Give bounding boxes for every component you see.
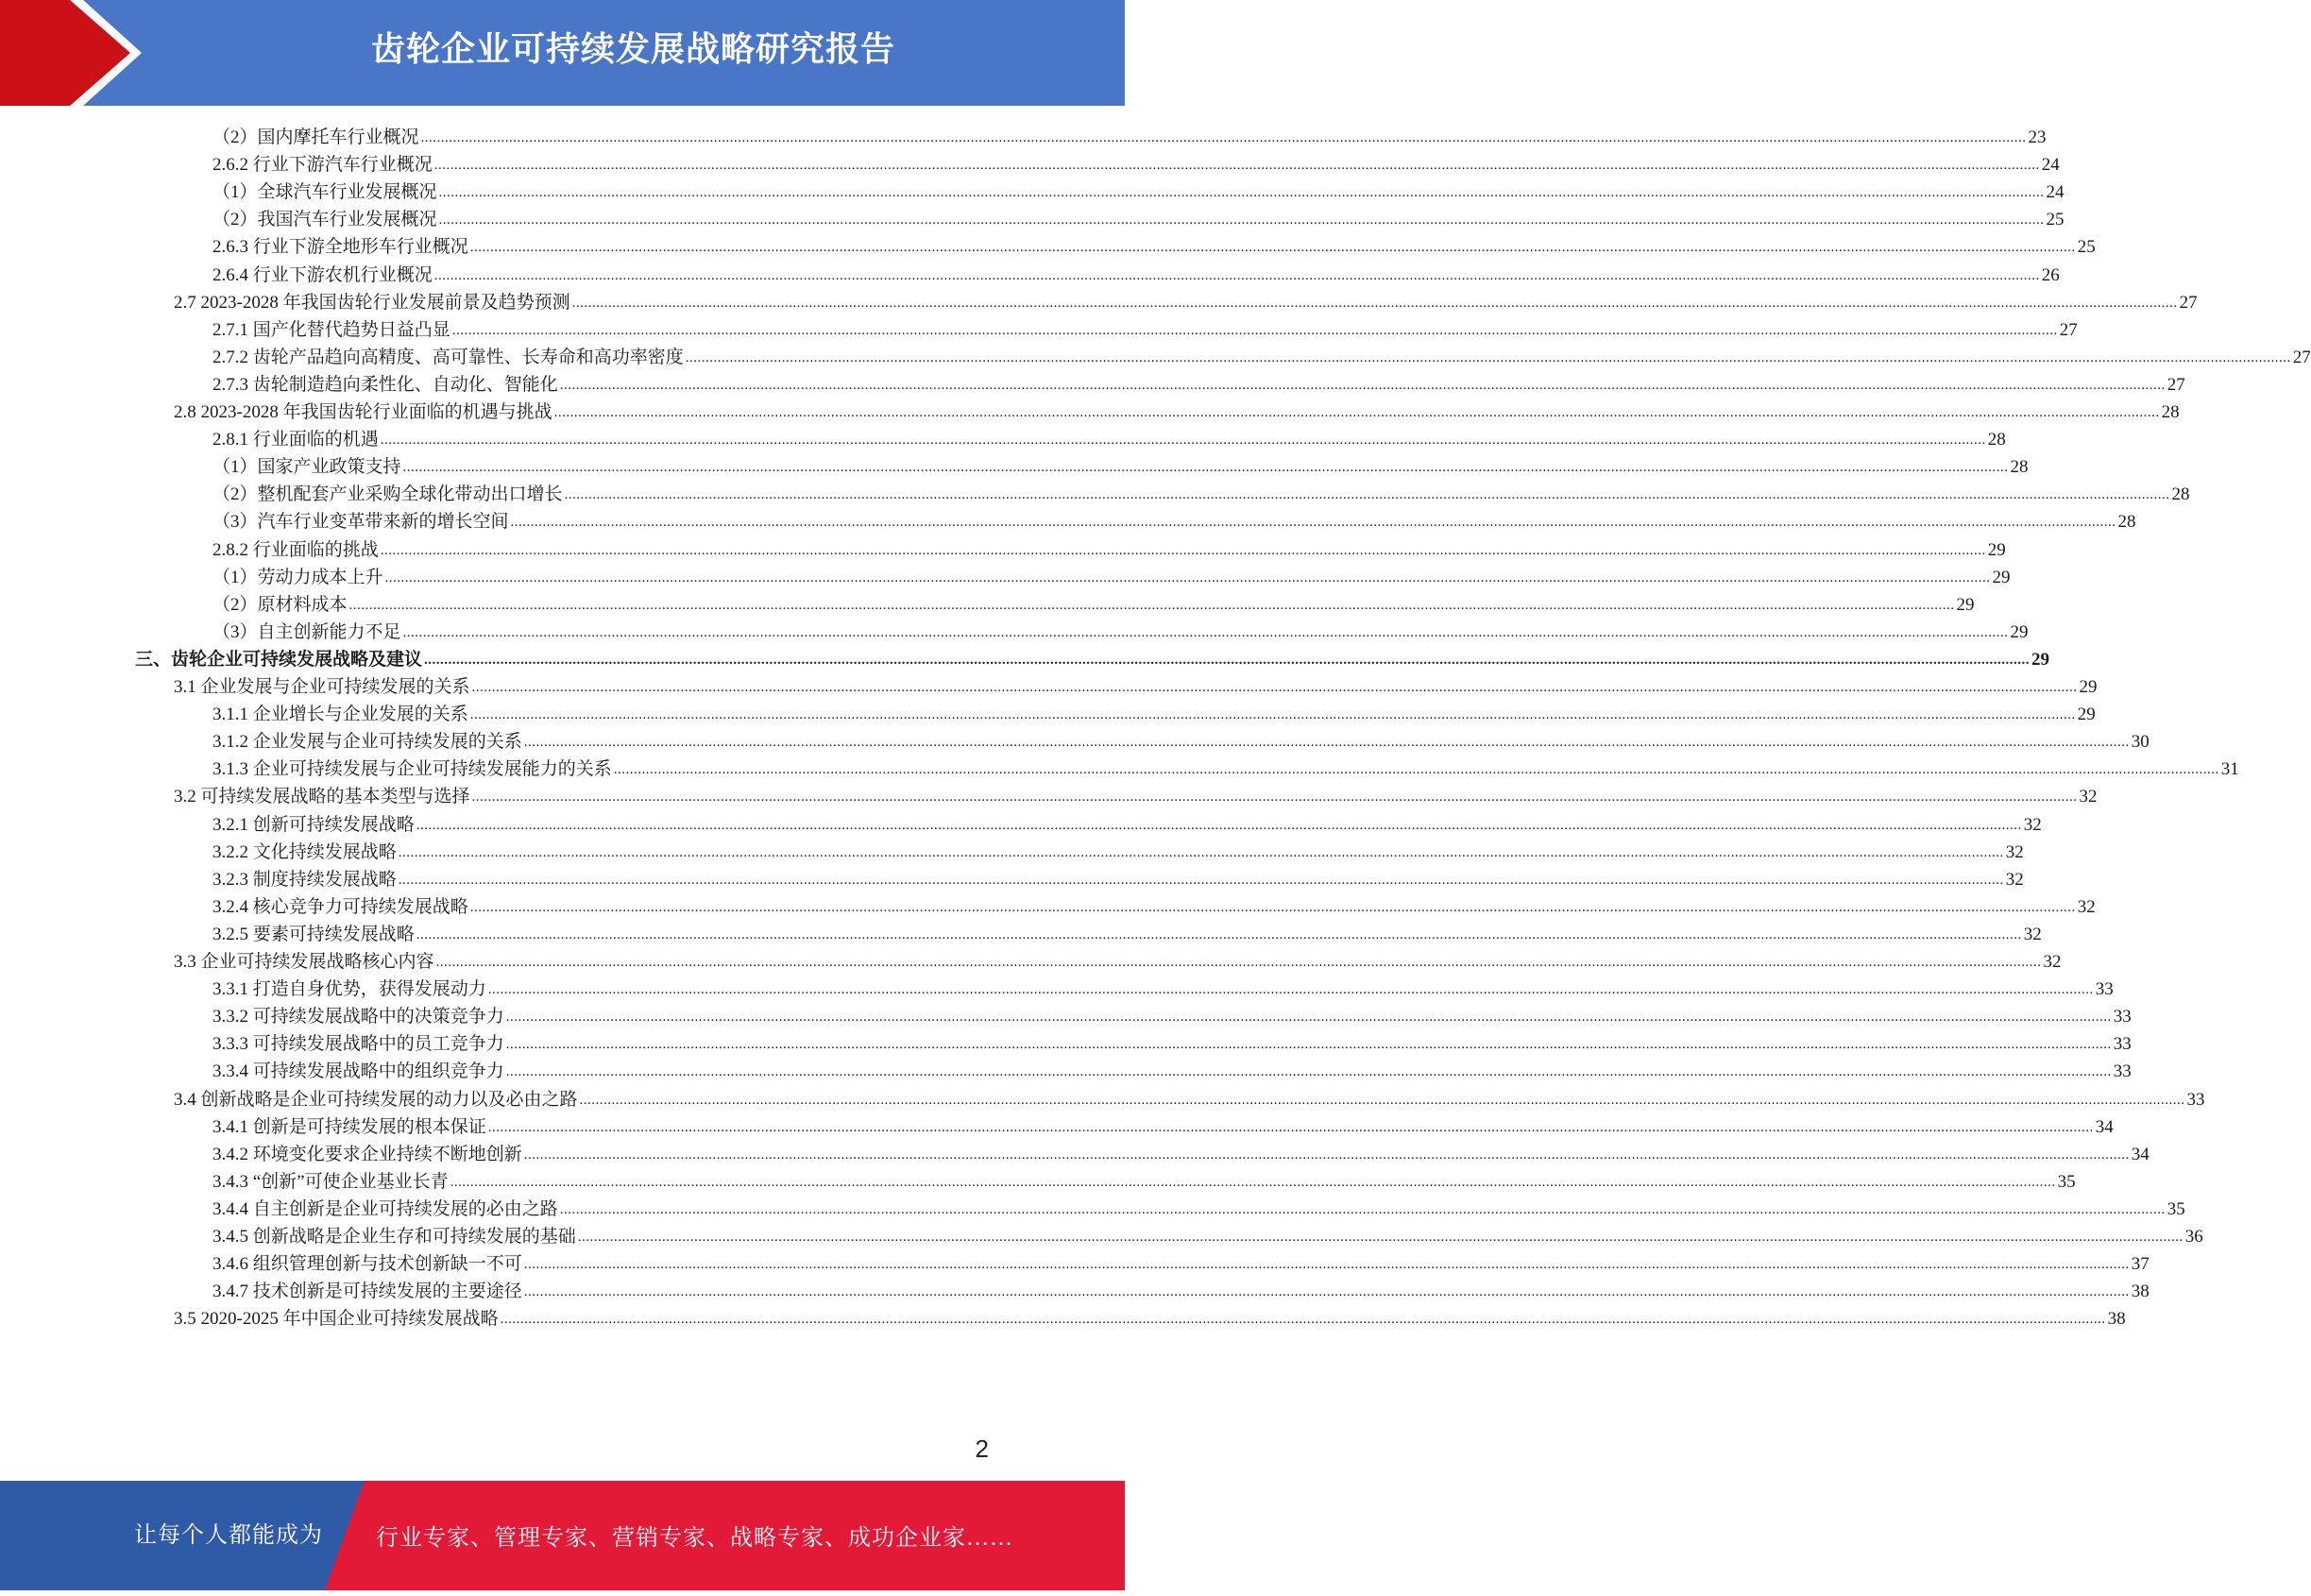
toc-leader-dots: ................................................................................................................................................................................................................................................................................................................................................................................................................ — [523, 735, 2130, 751]
toc-entry-title: 2.6.4 行业下游农机行业概况 — [212, 264, 433, 285]
toc-entry-page: 31 — [2220, 759, 2239, 780]
toc-entry[interactable] — [212, 890, 2096, 919]
toc-entry-page: 28 — [2171, 484, 2190, 505]
toc-entry-page: 32 — [2043, 952, 2062, 972]
toc-entry-title: 2.7.1 国产化替代趋势日益凸显 — [212, 319, 450, 340]
toc-entry-page: 29 — [1956, 594, 1975, 615]
toc-entry-page: 30 — [2131, 732, 2150, 753]
toc-entry[interactable] — [212, 202, 2065, 231]
toc-entry-title: 3.3.2 可持续发展战略中的决策竞争力 — [212, 1007, 504, 1027]
toc-entry-title: 3.4.7 技术创新是可持续发展的主要途径 — [212, 1282, 522, 1302]
toc-entry[interactable] — [212, 587, 1975, 617]
toc-entry-title: （3）汽车行业变革带来新的增长空间 — [212, 512, 509, 533]
toc-entry-title: 3.4.1 创新是可持续发展的根本保证 — [212, 1116, 486, 1137]
toc-leader-dots: ................................................................................................................................................................................................................................................................................................................................................................................................................ — [469, 899, 2076, 915]
toc-entry-title: 2.7.3 齿轮制造趋向柔性化、自动化、智能化 — [212, 374, 558, 395]
toc-leader-dots: ................................................................................................................................................................................................................................................................................................................................................................................................................ — [438, 185, 2045, 201]
toc-entry[interactable] — [212, 175, 2065, 204]
toc-entry-page: 24 — [2046, 182, 2065, 203]
toc-leader-dots: ................................................................................................................................................................................................................................................................................................................................................................................................................ — [505, 1037, 2112, 1053]
toc-entry[interactable] — [174, 779, 2098, 808]
toc-leader-dots: ................................................................................................................................................................................................................................................................................................................................................................................................................ — [416, 926, 2022, 942]
red-chevron-icon — [0, 0, 130, 106]
toc-entry-title: 2.8 2023-2028 年我国齿轮行业面临的机遇与挑战 — [174, 402, 552, 422]
toc-entry-page: 36 — [2184, 1227, 2203, 1247]
toc-entry[interactable] — [174, 1301, 2126, 1331]
toc-entry-page: 29 — [2077, 705, 2096, 725]
toc-leader-dots: ................................................................................................................................................................................................................................................................................................................................................................................................................ — [398, 872, 2004, 888]
toc-entry-page: 37 — [2131, 1254, 2150, 1275]
toc-entry[interactable] — [212, 972, 2114, 1001]
toc-entry-title: （2）原材料成本 — [212, 594, 348, 615]
toc-leader-dots: ................................................................................................................................................................................................................................................................................................................................................................................................................ — [384, 569, 1991, 586]
toc-entry[interactable] — [135, 642, 2050, 671]
toc-entry-title: 3.1.3 企业可持续发展与企业可持续发展能力的关系 — [212, 759, 612, 780]
toc-entry-page: 29 — [2031, 649, 2050, 670]
toc-leader-dots: ................................................................................................................................................................................................................................................................................................................................................................................................................ — [438, 212, 2045, 229]
toc-entry-title: 2.8.2 行业面临的挑战 — [212, 539, 379, 560]
toc-entry[interactable] — [212, 533, 2006, 562]
toc-entry[interactable] — [212, 477, 2190, 506]
toc-entry-page: 29 — [2079, 677, 2098, 697]
toc-entry-title: 3.3.3 可持续发展战略中的员工竞争力 — [212, 1034, 504, 1055]
toc-entry[interactable] — [212, 999, 2132, 1028]
toc-entry-title: 3.4.5 创新战略是企业生存和可持续发展的基础 — [212, 1227, 576, 1247]
toc-entry[interactable] — [212, 340, 2311, 369]
toc-leader-dots: ................................................................................................................................................................................................................................................................................................................................................................................................................ — [553, 405, 2160, 420]
toc-entry-title: 3.4.2 环境变化要求企业持续不断地创新 — [212, 1144, 522, 1164]
toc-entry-title: 3.3.1 打造自身优势，获得发展动力 — [212, 979, 486, 1000]
toc-entry-page: 32 — [2005, 841, 2024, 862]
toc-entry-title: 3.5 2020-2025 年中国企业可持续发展战略 — [174, 1309, 499, 1330]
toc-leader-dots: ................................................................................................................................................................................................................................................................................................................................................................................................................ — [380, 542, 1986, 558]
toc-entry[interactable] — [212, 504, 2136, 534]
toc-entry[interactable] — [212, 367, 2185, 397]
toc-entry-title: （3）自主创新能力不足 — [212, 621, 401, 642]
toc-entry-title: 3.3 企业可持续发展战略核心内容 — [174, 952, 434, 972]
toc-leader-dots: ................................................................................................................................................................................................................................................................................................................................................................................................................ — [579, 1092, 2185, 1108]
footer-slogan-left: 让每个人都能成为 — [134, 1523, 323, 1548]
toc-entry[interactable] — [174, 944, 2062, 974]
toc-entry[interactable] — [212, 862, 2024, 891]
toc-leader-dots: ................................................................................................................................................................................................................................................................................................................................................................................................................ — [487, 982, 2094, 998]
toc-entry-page: 32 — [2023, 924, 2042, 944]
toc-entry[interactable] — [212, 1027, 2132, 1056]
toc-entry-page: 27 — [2179, 292, 2198, 313]
toc-leader-dots: ................................................................................................................................................................................................................................................................................................................................................................................................................ — [450, 1174, 2056, 1190]
toc-entry-page: 25 — [2046, 210, 2065, 230]
toc-entry-page: 28 — [2117, 512, 2136, 533]
toc-entry-page: 34 — [2131, 1144, 2150, 1164]
toc-leader-dots: ................................................................................................................................................................................................................................................................................................................................................................................................................ — [420, 130, 2027, 145]
toc-leader-dots: ................................................................................................................................................................................................................................................................................................................................................................................................................ — [469, 707, 2076, 723]
toc-entry-title: 2.7 2023-2028 年我国齿轮行业发展前景及趋势预测 — [174, 292, 570, 313]
toc-entry[interactable] — [212, 258, 2060, 287]
toc-entry-page: 28 — [2010, 457, 2029, 478]
toc-entry[interactable] — [212, 752, 2239, 781]
footer-banner — [0, 1481, 1125, 1590]
toc-leader-dots: ................................................................................................................................................................................................................................................................................................................................................................................................................ — [523, 1146, 2130, 1163]
toc-entry-page: 32 — [2077, 896, 2096, 917]
toc-entry-title: 3.1 企业发展与企业可持续发展的关系 — [174, 677, 470, 697]
toc-entry[interactable] — [212, 1137, 2150, 1166]
toc-entry-title: 3.2.4 核心竞争力可持续发展战略 — [212, 896, 468, 917]
toc-entry[interactable] — [212, 560, 2011, 589]
toc-entry[interactable] — [212, 697, 2096, 726]
toc-entry[interactable] — [212, 1192, 2185, 1221]
page-number: 2 — [975, 1435, 989, 1463]
toc-entry-title: （2）国内摩托车行业概况 — [212, 127, 419, 147]
toc-entry-title: 3.2.1 创新可持续发展战略 — [212, 814, 415, 835]
toc-leader-dots: ................................................................................................................................................................................................................................................................................................................................................................................................................ — [613, 762, 2219, 778]
toc-leader-dots: ................................................................................................................................................................................................................................................................................................................................................................................................................ — [416, 817, 2022, 833]
toc-leader-dots: ................................................................................................................................................................................................................................................................................................................................................................................................................ — [398, 844, 2004, 860]
toc-leader-dots: ................................................................................................................................................................................................................................................................................................................................................................................................................ — [559, 1201, 2166, 1217]
toc-entry-title: 3.4.6 组织管理创新与技术创新缺一不可 — [212, 1254, 522, 1275]
toc-entry-page: 35 — [2057, 1171, 2076, 1192]
toc-entry-title: 3.1.2 企业发展与企业可持续发展的关系 — [212, 732, 522, 753]
toc-entry[interactable] — [212, 835, 2024, 864]
toc-leader-dots: ................................................................................................................................................................................................................................................................................................................................................................................................................ — [348, 597, 1955, 613]
toc-entry-title: 3.2.3 制度持续发展战略 — [212, 869, 397, 890]
toc-leader-dots: ................................................................................................................................................................................................................................................................................................................................................................................................................ — [471, 790, 2078, 806]
toc-leader-dots: ................................................................................................................................................................................................................................................................................................................................................................................................................ — [510, 515, 2116, 531]
toc-leader-dots: ................................................................................................................................................................................................................................................................................................................................................................................................................ — [424, 652, 2031, 668]
toc-entry-title: 三、齿轮企业可持续发展战略及建议 — [135, 649, 423, 670]
toc-entry-title: 2.8.1 行业面临的机遇 — [212, 430, 379, 450]
footer-slogan-right: 行业专家、管理专家、营销专家、战略专家、成功企业家…… — [376, 1526, 1013, 1551]
toc-entry[interactable] — [174, 395, 2180, 424]
toc-entry-title: 3.2.5 要素可持续发展战略 — [212, 924, 415, 944]
toc-entry-title: 3.2.2 文化持续发展战略 — [212, 841, 397, 862]
toc-entry-page: 38 — [2107, 1309, 2126, 1330]
toc-leader-dots: ................................................................................................................................................................................................................................................................................................................................................................................................................ — [685, 349, 2291, 365]
toc-entry-page: 27 — [2167, 374, 2185, 395]
toc-entry-title: 3.4.3 “创新”可使企业基业长青 — [212, 1171, 449, 1192]
toc-entry-page: 27 — [2059, 319, 2078, 340]
toc-entry-page: 29 — [2010, 621, 2029, 642]
toc-leader-dots: ................................................................................................................................................................................................................................................................................................................................................................................................................ — [505, 1064, 2112, 1080]
toc-entry[interactable] — [212, 724, 2150, 754]
toc-leader-dots: ................................................................................................................................................................................................................................................................................................................................................................................................................ — [471, 680, 2078, 695]
toc-entry[interactable] — [212, 422, 2006, 451]
toc-leader-dots: ................................................................................................................................................................................................................................................................................................................................................................................................................ — [571, 295, 2178, 311]
toc-leader-dots: ................................................................................................................................................................................................................................................................................................................................................................................................................ — [487, 1119, 2094, 1135]
toc-entry-page: 35 — [2167, 1198, 2185, 1219]
toc-entry[interactable] — [174, 670, 2098, 699]
toc-entry-page: 32 — [2079, 787, 2098, 807]
toc-leader-dots: ................................................................................................................................................................................................................................................................................................................................................................................................................ — [433, 158, 2040, 174]
toc-leader-dots: ................................................................................................................................................................................................................................................................................................................................................................................................................ — [380, 433, 1986, 449]
toc-leader-dots: ................................................................................................................................................................................................................................................................................................................................................................................................................ — [402, 624, 2009, 640]
toc-entry-title: （1）劳动力成本上升 — [212, 567, 383, 587]
toc-leader-dots: ................................................................................................................................................................................................................................................................................................................................................................................................................ — [564, 487, 2170, 503]
toc-entry-page: 38 — [2131, 1282, 2150, 1302]
toc-entry-title: 3.2 可持续发展战略的基本类型与选择 — [174, 787, 470, 807]
toc-leader-dots: ................................................................................................................................................................................................................................................................................................................................................................................................................ — [523, 1257, 2130, 1273]
toc-entry[interactable] — [212, 1247, 2150, 1276]
toc-entry-page: 26 — [2041, 264, 2060, 285]
toc-entry[interactable] — [212, 1274, 2150, 1303]
toc-entry[interactable] — [212, 1219, 2203, 1248]
toc-entry[interactable] — [174, 1082, 2205, 1112]
toc-entry[interactable] — [212, 1054, 2132, 1083]
toc-entry[interactable] — [212, 450, 2029, 479]
toc-entry-title: 3.3.4 可持续发展战略中的组织竞争力 — [212, 1061, 504, 1082]
toc-entry-page: 33 — [2095, 979, 2114, 1000]
report-header — [0, 0, 1125, 106]
toc-entry-title: 3.1.1 企业增长与企业发展的关系 — [212, 705, 468, 725]
toc-entry-page: 29 — [1992, 567, 2011, 587]
toc-entry-page: 23 — [2028, 127, 2047, 147]
toc-leader-dots: ................................................................................................................................................................................................................................................................................................................................................................................................................ — [435, 955, 2042, 970]
toc-leader-dots: ................................................................................................................................................................................................................................................................................................................................................................................................................ — [469, 240, 2076, 256]
toc-entry-title: （1）全球汽车行业发展概况 — [212, 182, 437, 203]
toc-entry-page: 27 — [2292, 347, 2311, 367]
toc-entry-page: 33 — [2113, 1007, 2132, 1027]
toc-entry-page: 29 — [1987, 539, 2006, 560]
toc-leader-dots: ................................................................................................................................................................................................................................................................................................................................................................................................................ — [505, 1010, 2112, 1026]
toc-entry-title: （2）我国汽车行业发展概况 — [212, 210, 437, 230]
toc-entry[interactable] — [212, 615, 2029, 644]
toc-leader-dots: ................................................................................................................................................................................................................................................................................................................................................................................................................ — [577, 1230, 2184, 1245]
toc-entry-page: 24 — [2041, 155, 2060, 176]
toc-entry[interactable] — [174, 285, 2198, 314]
toc-entry-title: （1）国家产业政策支持 — [212, 457, 401, 478]
toc-entry-page: 33 — [2113, 1061, 2132, 1082]
toc-entry-title: 3.4 创新战略是企业可持续发展的动力以及必由之路 — [174, 1089, 578, 1110]
toc-entry-page: 33 — [2113, 1034, 2132, 1055]
toc-entry[interactable] — [212, 1110, 2114, 1139]
toc-leader-dots: ................................................................................................................................................................................................................................................................................................................................................................................................................ — [559, 377, 2166, 393]
toc-entry-title: 2.7.2 齿轮产品趋向高精度、高可靠性、长寿命和高功率密度 — [212, 347, 684, 367]
toc-leader-dots: ................................................................................................................................................................................................................................................................................................................................................................................................................ — [433, 267, 2040, 283]
toc-entry-title: 3.4.4 自主创新是企业可持续发展的必由之路 — [212, 1198, 558, 1219]
toc-entry[interactable] — [212, 147, 2060, 177]
toc-entry-page: 32 — [2023, 814, 2042, 835]
toc-entry-title: 2.6.3 行业下游全地形车行业概况 — [212, 237, 468, 258]
toc-leader-dots: ................................................................................................................................................................................................................................................................................................................................................................................................................ — [402, 460, 2009, 476]
toc-entry-page: 34 — [2095, 1116, 2114, 1137]
toc-entry[interactable] — [212, 120, 2047, 149]
toc-entry[interactable] — [212, 917, 2042, 946]
toc-entry[interactable] — [212, 807, 2042, 837]
toc-entry-page: 28 — [2161, 402, 2180, 422]
toc-entry-page: 32 — [2005, 869, 2024, 890]
toc-entry[interactable] — [212, 313, 2078, 342]
toc-entry-page: 33 — [2186, 1089, 2205, 1110]
toc-leader-dots: ................................................................................................................................................................................................................................................................................................................................................................................................................ — [523, 1284, 2130, 1300]
toc-entry[interactable] — [212, 1164, 2076, 1194]
toc-leader-dots: ................................................................................................................................................................................................................................................................................................................................................................................................................ — [500, 1312, 2106, 1328]
report-title: 齿轮企业可持续发展战略研究报告 — [370, 30, 895, 69]
toc-entry-title: 2.6.2 行业下游汽车行业概况 — [212, 155, 433, 176]
toc-entry[interactable] — [212, 229, 2096, 259]
toc-entry-page: 25 — [2077, 237, 2096, 258]
toc-leader-dots: ................................................................................................................................................................................................................................................................................................................................................................................................................ — [451, 322, 2058, 338]
toc-entry-page: 28 — [1987, 430, 2006, 450]
toc-entry-title: （2）整机配套产业采购全球化带动出口增长 — [212, 484, 563, 505]
